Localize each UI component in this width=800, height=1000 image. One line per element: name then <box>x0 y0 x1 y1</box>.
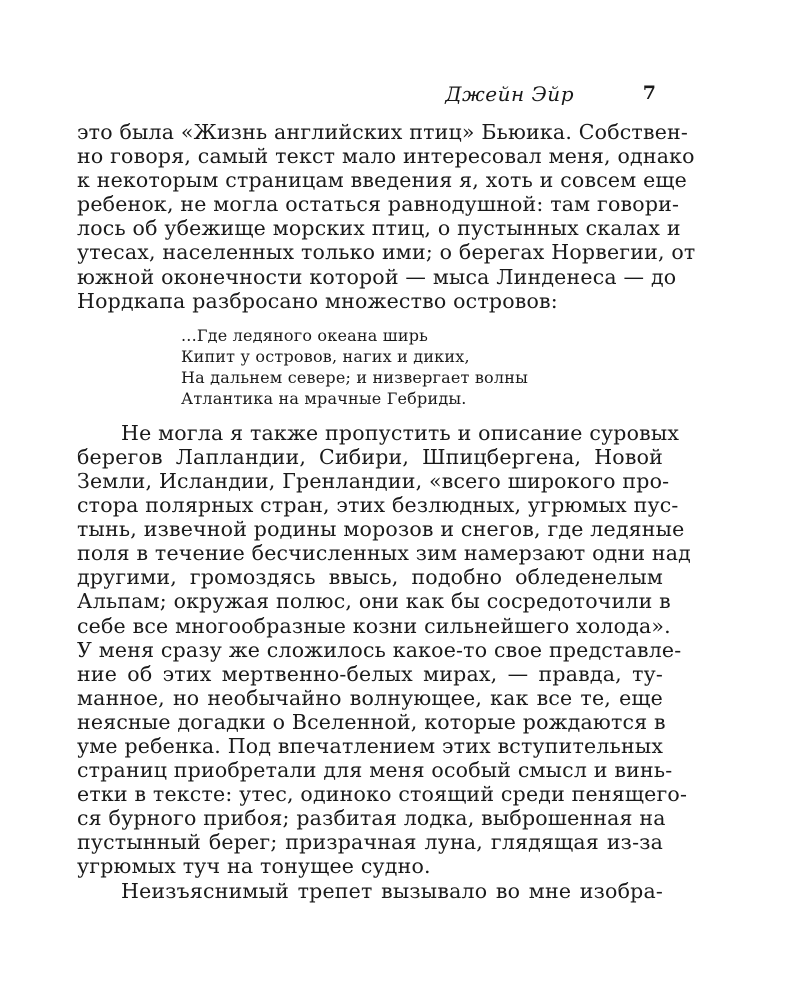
poem-line: Кипит у островов, нагих и диких, <box>181 346 470 366</box>
text-line: это была «Жизнь английских птиц» Бьюика. Собствен- <box>77 120 689 144</box>
text-line: У меня сразу же сложилось какое-то свое представле- <box>77 637 682 662</box>
paragraph-2 <box>77 420 692 879</box>
text-line: лось об убежище морских птиц, о пустынных скалах и <box>77 216 681 241</box>
text-line: ся бурного прибоя; разбитая лодка, выброшенная на <box>77 806 666 831</box>
text-line: южной оконечности которой — мыса Линденеса — до <box>77 264 677 289</box>
text-line: другими, громоздясь ввысь, подобно обледенелым <box>77 565 663 590</box>
text-line: ребенок, не могла остаться равнодушной: там говори- <box>77 192 680 217</box>
text-line: но говоря, самый текст мало интересовал меня, однако <box>77 144 695 169</box>
body-text <box>77 120 696 903</box>
text-line: утесах, населенных только ими; о берегах Норвегии, от <box>77 240 696 265</box>
text-line: стора полярных стран, этих безлюдных, угрюмых пус- <box>77 493 679 518</box>
text-line: неясные догадки о Вселенной, которые рождаются в <box>77 709 666 734</box>
text-line: страниц приобретали для меня особый смысл и винь- <box>77 758 673 783</box>
text-line: уме ребенка. Под впечатлением этих вступительных <box>77 733 664 758</box>
text-line: тынь, извечной родины морозов и снегов, где ледяные <box>77 517 685 542</box>
text-line: к некоторым страницам введения я, хоть и совсем еще <box>77 168 687 193</box>
poem-line: На дальнем севере; и низвергает волны <box>181 367 529 387</box>
text-line: етки в тексте: утес, одиноко стоящий среди пенящего- <box>77 782 688 807</box>
text-line: себе все многообразные козни сильнейшего холода». <box>77 613 671 638</box>
text-line: пустынный берег; призрачная луна, глядящая из-за <box>77 830 663 855</box>
text-line: манное, но необычайно волнующее, как все те, еще <box>77 685 663 710</box>
text-line: Альпам; окружая полюс, они как бы сосредоточили в <box>77 589 671 614</box>
text-line: ние об этих мертвенно-белых мирах, — правда, ту- <box>77 661 663 686</box>
page-number: 7 <box>642 82 656 104</box>
text-line: поля в течение бесчисленных зим намерзают одни над <box>77 541 692 566</box>
text-line: угрюмых туч на тонущее судно. <box>77 854 431 879</box>
text-line: Неизъяснимый трепет вызывало во мне изобра- <box>121 878 663 903</box>
running-header <box>130 82 662 110</box>
text-line: Нордкапа разбросано множество островов: <box>77 288 558 313</box>
poem-line: ...Где ледяного океана ширь <box>181 325 429 345</box>
text-line: берегов Лапландии, Сибири, Шпицбергена, Новой <box>77 444 663 469</box>
poem-quote <box>181 325 663 409</box>
poem-line: Атлантика на мрачные Гебриды. <box>181 388 467 408</box>
paragraph-3 <box>77 879 663 903</box>
text-line: Не могла я также пропустить и описание суровых <box>121 420 680 445</box>
running-title: Джейн Эйр <box>445 82 574 106</box>
paragraph-1 <box>77 120 696 313</box>
text-line: Земли, Исландии, Гренландии, «всего широкого про- <box>77 468 670 493</box>
